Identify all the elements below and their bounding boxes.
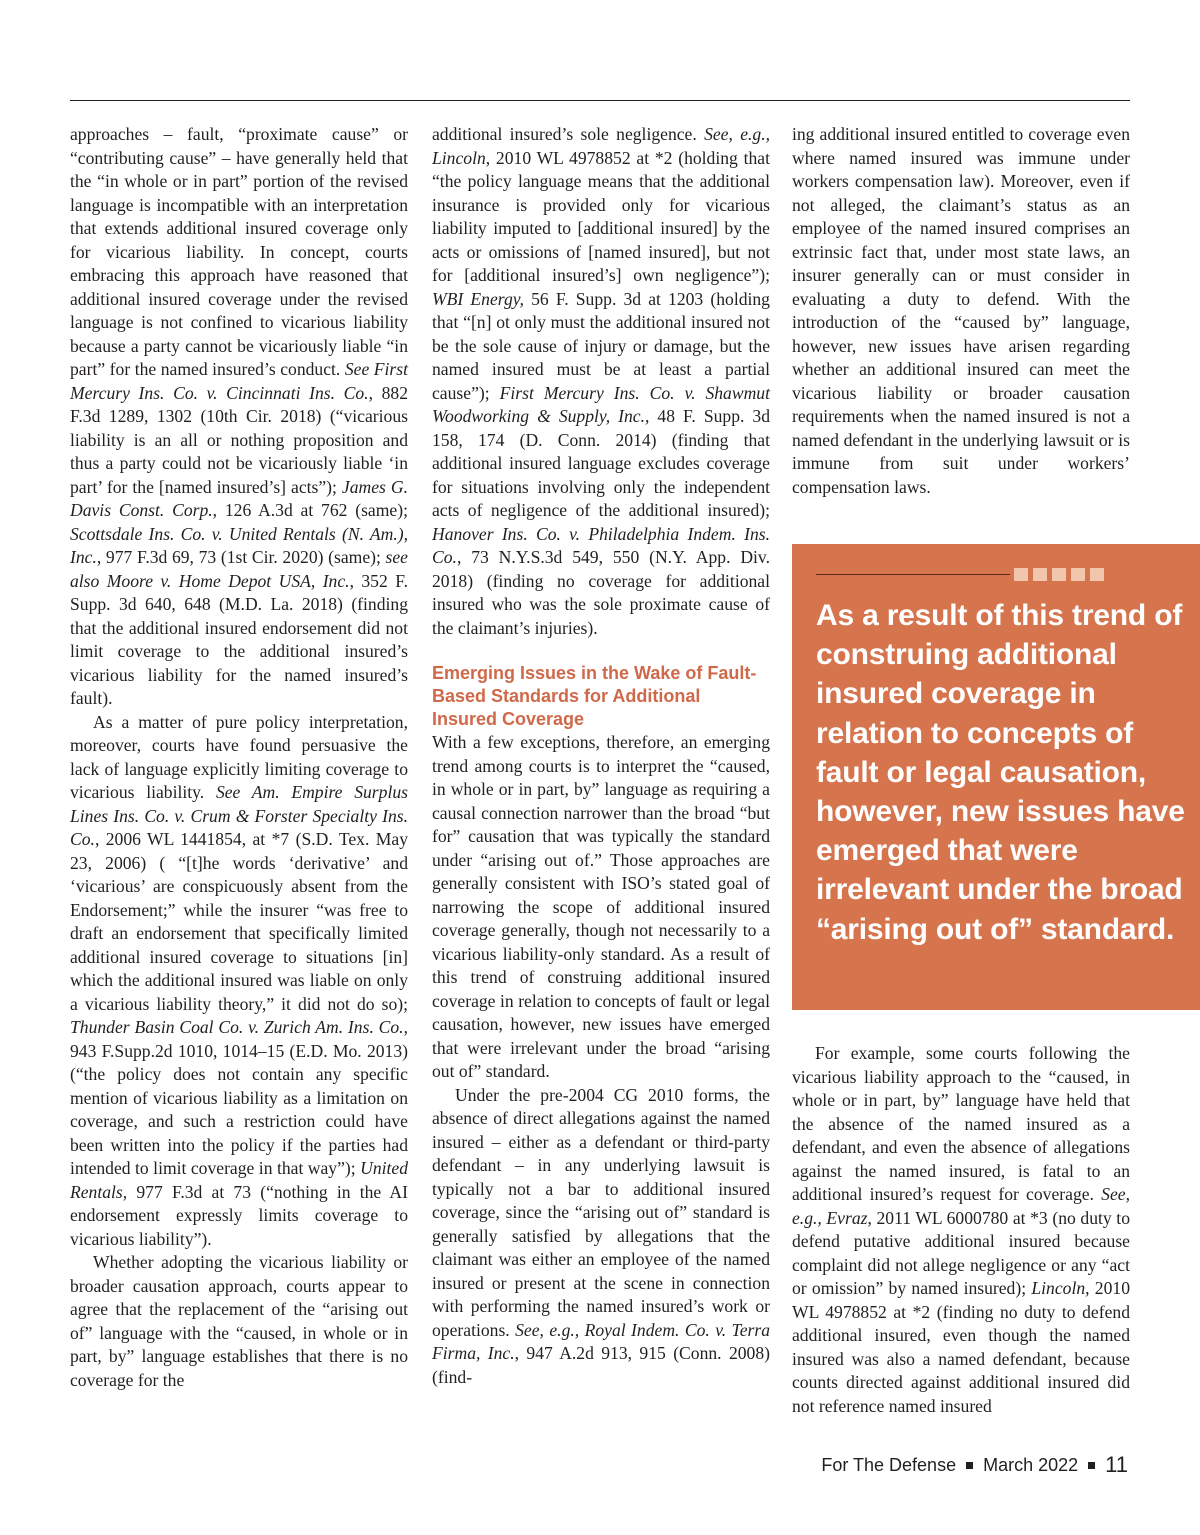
footer-separator — [1088, 1462, 1095, 1469]
section-subheading: Emerging Issues in the Wake of Fault-Based Standards for Additional Insured Coverage — [432, 663, 757, 729]
column-2-before-heading — [432, 123, 770, 640]
pull-quote-dot — [1090, 568, 1104, 581]
column-2 — [432, 123, 770, 1389]
body-paragraph: Whether adopting the vicarious liability or broader causation approach, courts appear to agree that the replacement of the “arising out of” language with the “caused, in whole or in part, by” language establishes that there is no coverage for the — [70, 1252, 408, 1390]
pull-quote-box — [792, 544, 1200, 1010]
pull-quote-dot — [1052, 568, 1066, 581]
pull-quote-rule — [816, 574, 1010, 575]
body-paragraph: With a few exceptions, therefore, an emerging trend among courts is to interpret the “caused, in whole or in part, by” language as requiring a causal connection narrower than the broad “but for” causation that was typically the standard under “arising out of.” Those approaches are generally consistent with ISO’s stated goal of narrowing the scope of additional insured coverage generally, though not necessarily to a vicarious liability-only standard. As a result of this trend of construing additional insured coverage in relation to concepts of fault or legal causation, however, new issues have emerged that were irrelevant under the broad “arising out of” standard. — [432, 732, 770, 1081]
pull-quote-dot — [1033, 568, 1047, 581]
pull-quote-dots — [1014, 568, 1104, 581]
pull-quote-dot — [1071, 568, 1085, 581]
body-paragraph: Under the pre-2004 CG 2010 forms, the absence of direct allegations against the named insured – either as a defendant or third-party defendant – in any underlying lawsuit is typically not a bar to additional insured coverage, since the “arising out of” standard is generally satisfied by allegations that the claimant was either an employee of the named insured or present at the scene in connection with performing the named insured’s work or operations. See, e.g., Royal Indem. Co. v. Terra Firma, Inc., 947 A.2d 913, 915 (Conn. 2008) (find- — [432, 1084, 770, 1387]
footer-date: March 2022 — [983, 1454, 1079, 1475]
pull-quote-dot — [1014, 568, 1028, 581]
column-1 — [70, 123, 408, 1392]
body-paragraph: additional insured’s sole negligence. See, e.g., Lincoln, 2010 WL 4978852 at *2 (holding that “the policy language means that the additional insurance is provided only for vicarious liability imputed to [additional insured] by the acts or omissions of [named insured], but not for [additional insured’s] own negligence”); WBI Energy, 56 F. Supp. 3d at 1203 (holding that “[n] ot only must the additional insured not be the sole cause of injury or damage, but the named insured must be at least a partial cause”); First Mercury Ins. Co. v. Shawmut Woodworking & Supply, Inc., 48 F. Supp. 3d 158, 174 (D. Conn. 2014) (finding that additional insured language excludes coverage for situations involving only the independent acts of negligence of the additional insured); Hanover Ins. Co. v. Philadelphia Indem. Ins. Co., 73 N.Y.S.3d 549, 550 (N.Y. App. Div. 2018) (finding no coverage for additional insured who was the sole proximate cause of the claimant’s injuries). — [432, 124, 771, 638]
page-footer — [821, 1452, 1128, 1478]
body-paragraph: For example, some courts following the vicarious liability approach to the “caused, in whole or in part, by” language have held that the absence of the named insured as a defendant, and even the absence of allegations against the named insured, is fatal to an additional insured’s request for coverage. See, e.g., Evraz, 2011 WL 6000780 at *3 (no duty to defend putative additional insured because complaint did not allege negligence or any “act or omission” by named insured); Lincoln, 2010 WL 4978852 at *2 (finding no duty to defend additional insured, even though the named insured was also a named defendant, because counts directed against additional insured did not reference named insured — [792, 1043, 1130, 1416]
body-paragraph: As a matter of pure policy interpretation, moreover, courts have found persuasive the lack of language explicitly limiting coverage to vicarious liability. See Am. Empire Surplus Lines Ins. Co. v. Crum & Forster Specialty Ins. Co., 2006 WL 1441854, at *7 (S.D. Tex. May 23, 2006) ( “[t]he words ‘derivative’ and ‘vicarious’ are conspicuously absent from the Endorsement;” while the insurer “was free to draft an endorsement that specifically limited additional insured coverage to situations [in] which the additional insured was liable on only a vicarious liability theory,” it did not do so); Thunder Basin Coal Co. v. Zurich Am. Ins. Co., 943 F.Supp.2d 1010, 1014–15 (E.D. Mo. 2013) (“the policy does not contain any specific mention of vicarious liability as a limitation on coverage, and such a restriction could have been written into the policy if the parties had intended to limit coverage in that way”); United Rentals, 977 F.3d at 73 (“nothing in the AI endorsement expressly limits coverage to vicarious liability”). — [70, 711, 408, 1249]
column-3-bottom — [792, 1042, 1130, 1418]
body-paragraph: ing additional insured entitled to coverage even where named insured was immune under workers compensation law). Moreover, even if not alleged, the claimant’s status as an employee of the named insured comprises an extrinsic fact that, under most state laws, an insurer generally can or must consider in evaluating a duty to defend. With the introduction of the “caused by” language, however, new issues have arisen regarding whether an additional insured can meet the vicarious liability or broader causation requirements when the named insured is not a named defendant in the underlying lawsuit or is immune from suit under workers’ compensation laws. — [792, 124, 1130, 497]
page-number: 11 — [1105, 1452, 1128, 1477]
column-3-top — [792, 123, 1130, 499]
column-2-after-heading — [432, 731, 770, 1389]
body-paragraph: approaches – fault, “proximate cause” or “contributing cause” – have generally held that the “in whole or in part” portion of the revised language is incompatible with an interpretation that extends additional insured coverage only for vicarious liability. In concept, courts embracing this approach have reasoned that additional insured coverage under the revised language is not confined to vicarious liability because a party cannot be vicariously liable “in part” for the named insured’s conduct. See First Mercury Ins. Co. v. Cincinnati Ins. Co., 882 F.3d 1289, 1302 (10th Cir. 2018) (“vicarious liability is an all or nothing proposition and thus a party could not be vicariously liable ‘in part’ for the [named insured’s] acts”); James G. Davis Const. Corp., 126 A.3d at 762 (same); Scottsdale Ins. Co. v. United Rentals (N. Am.), Inc., 977 F.3d 69, 73 (1st Cir. 2020) (same); see also Moore v. Home Depot USA, Inc., 352 F. Supp. 3d 640, 648 (M.D. La. 2018) (finding that the additional insured endorsement did not limit coverage to the additional insured’s vicarious liability for the named insured’s fault). — [70, 124, 409, 708]
top-rule — [70, 100, 1130, 101]
footer-separator — [966, 1462, 973, 1469]
footer-publication: For The Defense — [821, 1454, 957, 1475]
pull-quote-text: As a result of this trend of construing additional insured coverage in relation to concepts of fault or legal causation, however, new issues have emerged that were irrelevant under the broad “arising out of” standard. — [816, 599, 1185, 946]
